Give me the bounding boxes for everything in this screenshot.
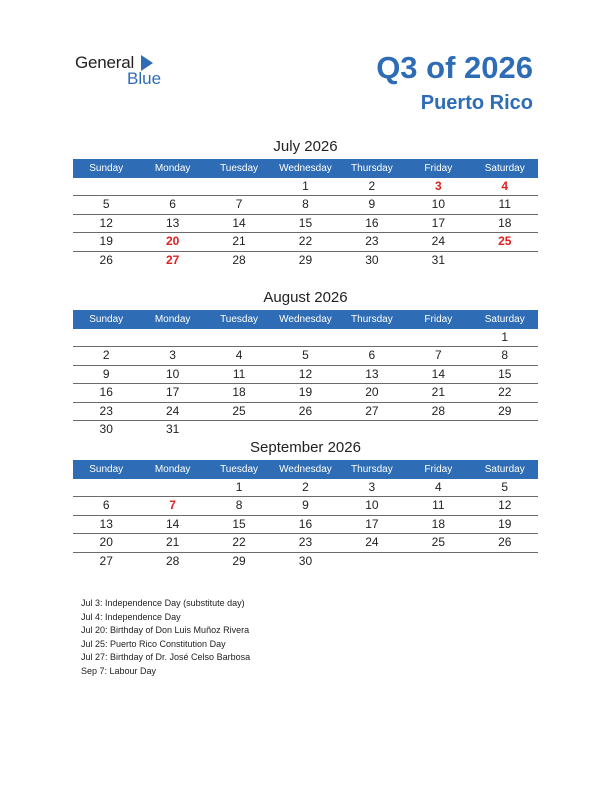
day-cell: 5 <box>302 348 309 363</box>
week-row <box>73 553 538 570</box>
day-cell: 17 <box>165 385 180 400</box>
empty-cell <box>472 553 538 570</box>
day-cell: 25 <box>498 234 512 249</box>
day-cell: 19 <box>99 234 113 249</box>
week-row <box>73 196 538 214</box>
day-cell: 19 <box>298 385 313 400</box>
day-cell: 31 <box>165 421 180 436</box>
day-cell: 16 <box>365 215 379 230</box>
day-cell: 24 <box>165 403 180 418</box>
weekday-label: Tuesday <box>220 163 259 174</box>
empty-cell <box>339 553 405 570</box>
day-cell: 15 <box>498 366 512 381</box>
empty-cell <box>206 178 272 195</box>
day-cell: 11 <box>432 498 445 513</box>
day-cell: 2 <box>368 179 376 193</box>
month-september <box>73 436 538 570</box>
weekday-label: Tuesday <box>220 464 259 475</box>
day-cell: 21 <box>165 535 180 550</box>
weekday-label: Saturday <box>484 464 525 475</box>
day-cell: 28 <box>431 403 445 418</box>
week-row <box>73 215 538 233</box>
day-cell: 23 <box>298 535 313 550</box>
day-cell: 7 <box>235 197 243 212</box>
empty-cell <box>139 479 205 496</box>
day-cell: 1 <box>235 480 243 494</box>
weekday-label: Saturday <box>484 314 525 325</box>
weekday-label: Wednesday <box>279 163 332 174</box>
weekday-label: Saturday <box>484 163 525 174</box>
day-cell: 10 <box>431 197 445 212</box>
holiday-note: Jul 25: Puerto Rico Constitution Day <box>81 638 226 649</box>
day-cell: 1 <box>501 330 509 344</box>
month-title: July 2026 <box>273 138 338 155</box>
week-row <box>73 329 538 347</box>
weekday-label: Thursday <box>351 464 393 475</box>
day-cell: 5 <box>501 480 509 494</box>
day-cell: 19 <box>498 516 512 531</box>
weekday-header <box>73 310 538 329</box>
day-cell: 30 <box>365 252 379 267</box>
country-title: Puerto Rico <box>420 92 533 114</box>
day-cell: 26 <box>99 252 113 267</box>
weekday-label: Monday <box>154 163 191 174</box>
calendar-grid <box>73 479 538 570</box>
weekday-label: Monday <box>154 464 191 475</box>
weekday-header <box>73 460 538 479</box>
weekday-label: Thursday <box>351 314 393 325</box>
day-cell: 13 <box>365 366 379 381</box>
day-cell: 30 <box>298 553 313 568</box>
day-cell: 4 <box>501 179 509 193</box>
day-cell: 2 <box>102 348 110 363</box>
day-cell: 29 <box>232 553 246 568</box>
day-cell: 28 <box>232 252 246 267</box>
week-row <box>73 347 538 365</box>
day-cell: 24 <box>431 234 445 249</box>
day-cell: 29 <box>298 252 313 267</box>
day-cell: 4 <box>235 348 243 363</box>
day-cell: 3 <box>368 480 376 494</box>
day-cell: 14 <box>431 366 445 381</box>
week-row <box>73 497 538 515</box>
day-cell: 22 <box>232 535 246 550</box>
day-cell: 29 <box>498 403 512 418</box>
week-row <box>73 534 538 552</box>
day-cell: 4 <box>434 480 442 494</box>
logo-blue-text: Blue <box>127 69 162 88</box>
day-cell: 20 <box>99 535 113 550</box>
week-row <box>73 516 538 534</box>
day-cell: 6 <box>102 498 110 513</box>
week-row <box>73 233 538 251</box>
day-cell: 21 <box>431 385 445 400</box>
week-row <box>73 178 538 196</box>
empty-cell <box>339 329 405 346</box>
day-cell: 18 <box>232 385 246 400</box>
day-cell: 20 <box>165 234 180 249</box>
day-cell: 5 <box>102 197 110 212</box>
day-cell: 3 <box>434 179 442 193</box>
holiday-note: Jul 4: Independence Day <box>81 611 181 622</box>
day-cell: 12 <box>298 366 313 381</box>
day-cell: 8 <box>501 348 509 363</box>
day-cell: 13 <box>99 516 113 531</box>
day-cell: 18 <box>431 516 445 531</box>
empty-cell <box>405 329 471 346</box>
weekday-label: Thursday <box>351 163 393 174</box>
empty-cell <box>272 329 338 346</box>
day-cell: 12 <box>498 498 512 513</box>
quarter-title: Q3 of 2026 <box>376 50 533 85</box>
day-cell: 3 <box>169 348 176 363</box>
calendar-grid <box>73 178 538 269</box>
month-july <box>73 135 538 269</box>
day-cell: 31 <box>431 252 445 267</box>
day-cell: 20 <box>365 385 379 400</box>
weekday-label: Sunday <box>89 163 124 174</box>
day-cell: 22 <box>298 234 313 249</box>
calendar-grid <box>73 329 538 438</box>
day-cell: 15 <box>298 215 313 230</box>
day-cell: 17 <box>431 215 445 230</box>
day-cell: 7 <box>169 498 176 513</box>
empty-cell <box>472 252 538 269</box>
day-cell: 30 <box>99 421 113 436</box>
day-cell: 10 <box>165 366 180 381</box>
day-cell: 14 <box>232 215 246 230</box>
day-cell: 28 <box>165 553 180 568</box>
day-cell: 12 <box>99 215 113 230</box>
day-cell: 14 <box>165 516 180 531</box>
day-cell: 9 <box>102 366 110 381</box>
empty-cell <box>139 178 205 195</box>
day-cell: 11 <box>498 197 511 212</box>
empty-cell <box>206 329 272 346</box>
logo <box>75 53 175 89</box>
day-cell: 24 <box>365 535 379 550</box>
weekday-label: Wednesday <box>279 314 332 325</box>
empty-cell <box>73 479 139 496</box>
weekday-label: Sunday <box>89 464 124 475</box>
month-title: September 2026 <box>250 439 361 456</box>
day-cell: 23 <box>99 403 113 418</box>
day-cell: 7 <box>434 348 442 363</box>
holiday-note: Jul 20: Birthday of Don Luis Muñoz Rivera <box>81 625 250 636</box>
day-cell: 16 <box>298 516 313 531</box>
week-row <box>73 479 538 497</box>
day-cell: 16 <box>99 385 113 400</box>
day-cell: 17 <box>365 516 379 531</box>
day-cell: 26 <box>498 535 512 550</box>
holiday-note: Jul 3: Independence Day (substitute day) <box>81 598 245 608</box>
weekday-header <box>73 159 538 178</box>
weekday-label: Friday <box>424 314 453 325</box>
day-cell: 9 <box>302 498 309 513</box>
day-cell: 6 <box>368 348 376 363</box>
month-august <box>73 286 538 438</box>
holiday-notes <box>81 597 250 679</box>
weekday-label: Sunday <box>89 314 124 325</box>
weekday-label: Friday <box>424 163 453 174</box>
week-row <box>73 403 538 421</box>
empty-cell <box>73 329 139 346</box>
weekday-label: Monday <box>154 314 191 325</box>
day-cell: 9 <box>368 197 376 212</box>
day-cell: 21 <box>232 234 246 249</box>
weekday-label: Tuesday <box>220 314 259 325</box>
day-cell: 8 <box>235 498 243 513</box>
day-cell: 10 <box>365 498 379 513</box>
holiday-note: Jul 27: Birthday of Dr. José Celso Barbosa <box>81 652 251 663</box>
month-title: August 2026 <box>263 289 348 306</box>
day-cell: 27 <box>365 403 379 418</box>
week-row <box>73 366 538 384</box>
day-cell: 15 <box>232 516 246 531</box>
day-cell: 27 <box>165 252 180 267</box>
week-row <box>73 252 538 269</box>
empty-cell <box>139 329 205 346</box>
day-cell: 6 <box>169 197 176 212</box>
day-cell: 8 <box>302 197 309 212</box>
empty-cell <box>73 178 139 195</box>
day-cell: 18 <box>498 215 512 230</box>
weekday-label: Wednesday <box>279 464 332 475</box>
holiday-note: Sep 7: Labour Day <box>81 665 157 676</box>
weekday-label: Friday <box>424 464 453 475</box>
day-cell: 27 <box>99 553 113 568</box>
day-cell: 23 <box>365 234 379 249</box>
day-cell: 13 <box>165 215 180 230</box>
week-row <box>73 384 538 402</box>
day-cell: 1 <box>302 179 309 193</box>
empty-cell <box>405 553 471 570</box>
day-cell: 2 <box>302 480 309 494</box>
day-cell: 26 <box>298 403 313 418</box>
day-cell: 11 <box>232 366 246 381</box>
day-cell: 25 <box>232 403 246 418</box>
day-cell: 25 <box>431 535 445 550</box>
logo-general-text: General <box>75 53 135 72</box>
day-cell: 22 <box>498 385 512 400</box>
